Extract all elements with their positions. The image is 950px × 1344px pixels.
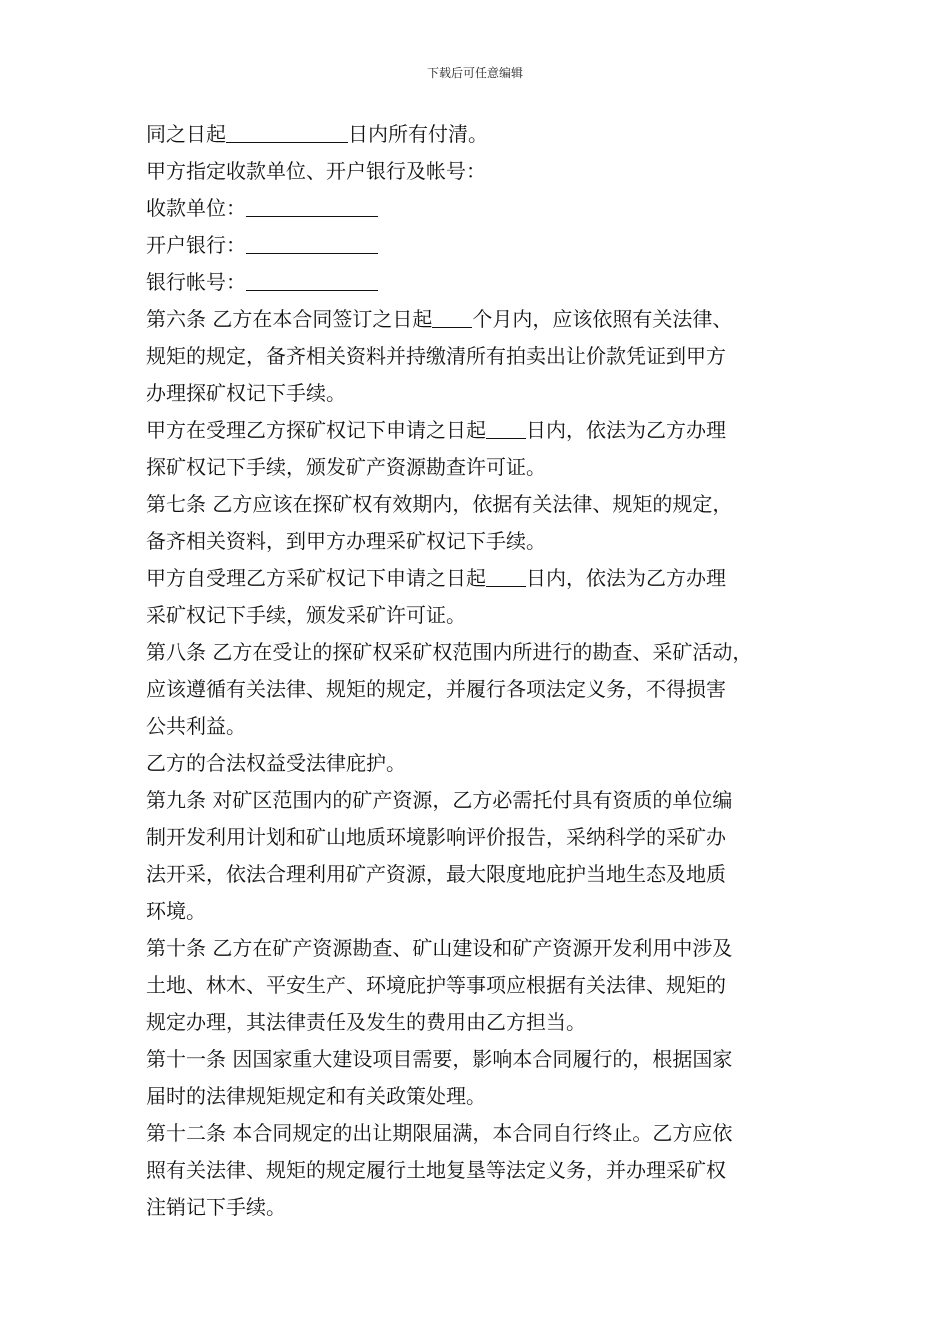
line-text: 应该遵循有关法律、规矩的规定，并履行各项法定义务，不得损害 (146, 677, 726, 701)
line-text-after-blank: 个月内，应该依照有关法律、 (472, 307, 733, 331)
line-text: 第十一条 因国家重大建设项目需要，影响本合同履行的，根据国家 (146, 1047, 733, 1071)
text-line (146, 671, 826, 708)
line-text: 注销记下手续。 (146, 1195, 286, 1219)
text-line (146, 560, 826, 597)
document-body (146, 116, 826, 1226)
line-text: 收款单位： (146, 196, 246, 220)
line-text: 照有关法律、规矩的规定履行土地复垦等法定义务，并办理采矿权 (146, 1158, 726, 1182)
text-line (146, 597, 826, 634)
text-line (146, 1189, 826, 1226)
text-line (146, 227, 826, 264)
fill-in-blank (432, 305, 472, 328)
line-text-after-blank: 日内，依法为乙方办理 (526, 566, 726, 590)
line-text: 甲方指定收款单位、开户银行及帐号： (146, 159, 486, 183)
fill-in-blank (246, 231, 378, 254)
text-line (146, 708, 826, 745)
text-line (146, 819, 826, 856)
text-line (146, 190, 826, 227)
text-line (146, 634, 826, 671)
line-text: 环境。 (146, 899, 206, 923)
text-line (146, 745, 826, 782)
fill-in-blank (246, 268, 378, 291)
text-line (146, 1041, 826, 1078)
line-text: 法开采，依法合理利用矿产资源，最大限度地庇护当地生态及地质 (146, 862, 726, 886)
text-line (146, 449, 826, 486)
line-text: 开户银行： (146, 233, 246, 257)
text-line (146, 486, 826, 523)
fill-in-blank (486, 416, 526, 439)
line-text: 第十二条 本合同规定的出让期限届满，本合同自行终止。乙方应依 (146, 1121, 733, 1145)
text-line (146, 1115, 826, 1152)
line-text-after-blank: 日内，依法为乙方办理 (526, 418, 726, 442)
line-text: 银行帐号： (146, 270, 246, 294)
line-text: 同之日起 (146, 122, 226, 146)
line-text: 第十条 乙方在矿产资源勘查、矿山建设和矿产资源开发利用中涉及 (146, 936, 733, 960)
line-text: 备齐相关资料，到甲方办理采矿权记下手续。 (146, 529, 546, 553)
text-line (146, 1004, 826, 1041)
fill-in-blank (226, 120, 348, 143)
text-line (146, 338, 826, 375)
text-line (146, 930, 826, 967)
line-text: 办理探矿权记下手续。 (146, 381, 346, 405)
line-text: 规定办理，其法律责任及发生的费用由乙方担当。 (146, 1010, 586, 1034)
text-line (146, 375, 826, 412)
line-text-after-blank: 日内所有付清。 (348, 122, 488, 146)
line-text: 第六条 乙方在本合同签订之日起 (146, 307, 433, 331)
line-text: 第八条 乙方在受让的探矿权采矿权范围内所进行的勘查、采矿活动， (146, 640, 753, 664)
text-line (146, 116, 826, 153)
line-text: 土地、林木、平安生产、环境庇护等事项应根据有关法律、规矩的 (146, 973, 726, 997)
line-text: 乙方的合法权益受法律庇护。 (146, 751, 406, 775)
fill-in-blank (246, 194, 378, 217)
line-text: 甲方在受理乙方探矿权记下申请之日起 (146, 418, 486, 442)
fill-in-blank (486, 564, 526, 587)
text-line (146, 967, 826, 1004)
page-header: 下载后可任意编辑 (426, 66, 523, 80)
line-text: 采矿权记下手续，颁发采矿许可证。 (146, 603, 466, 627)
text-line (146, 523, 826, 560)
line-text: 第九条 对矿区范围内的矿产资源，乙方必需托付具有资质的单位编 (146, 788, 733, 812)
text-line (146, 893, 826, 930)
text-line (146, 264, 826, 301)
text-line (146, 1078, 826, 1115)
line-text: 探矿权记下手续，颁发矿产资源勘查许可证。 (146, 455, 546, 479)
text-line (146, 782, 826, 819)
text-line (146, 412, 826, 449)
text-line (146, 153, 826, 190)
text-line (146, 856, 826, 893)
line-text: 公共利益。 (146, 714, 246, 738)
line-text: 规矩的规定，备齐相关资料并持缴清所有拍卖出让价款凭证到甲方 (146, 344, 726, 368)
line-text: 甲方自受理乙方采矿权记下申请之日起 (146, 566, 486, 590)
line-text: 第七条 乙方应该在探矿权有效期内，依据有关法律、规矩的规定， (146, 492, 733, 516)
line-text: 届时的法律规矩规定和有关政策处理。 (146, 1084, 486, 1108)
line-text: 制开发利用计划和矿山地质环境影响评价报告，采纳科学的采矿办 (146, 825, 726, 849)
text-line (146, 1152, 826, 1189)
text-line (146, 301, 826, 338)
